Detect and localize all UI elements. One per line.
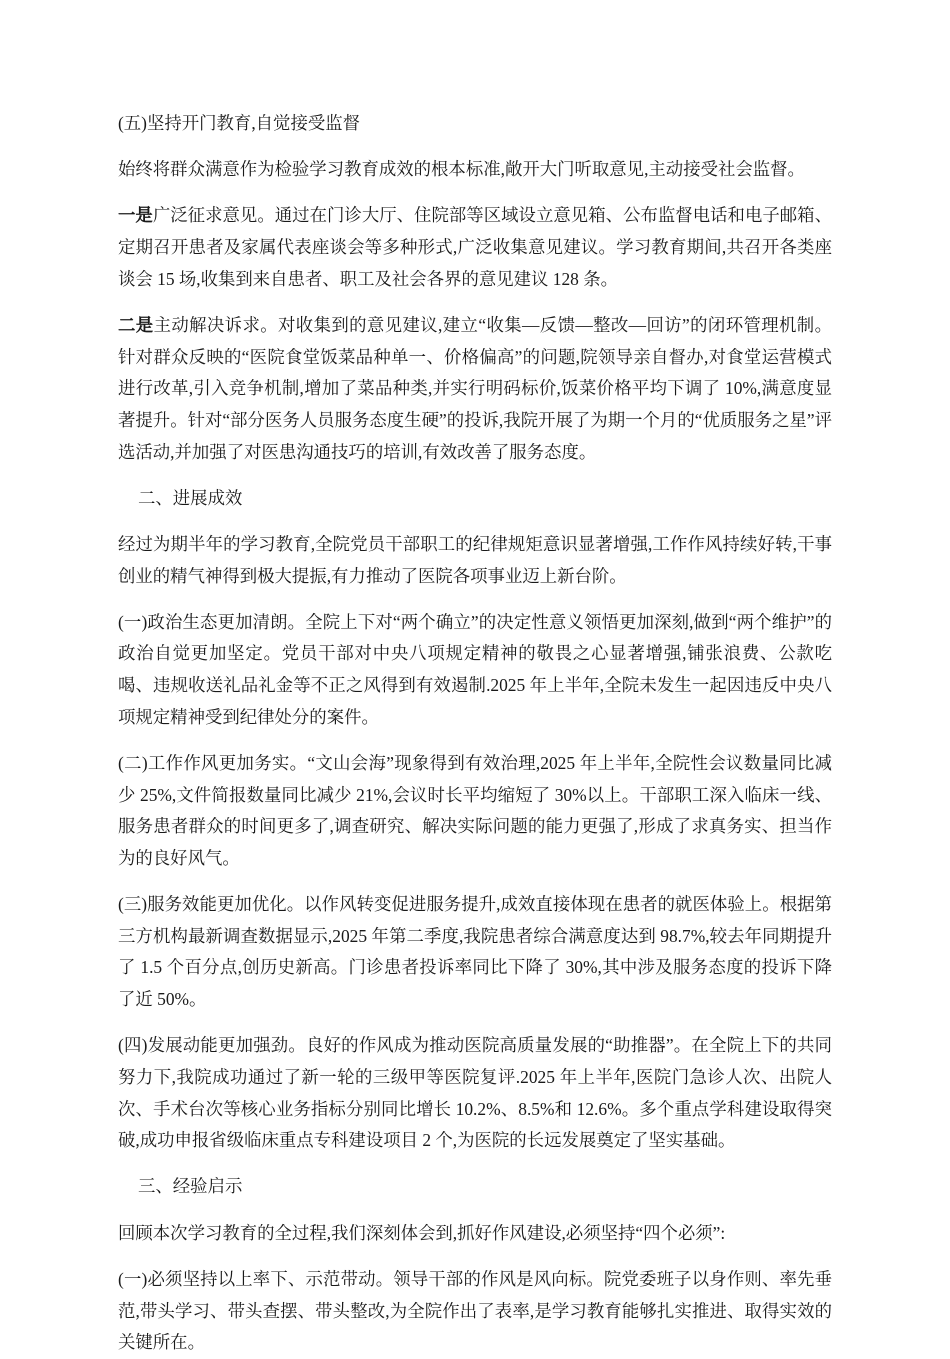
- paragraph-intro: 始终将群众满意作为检验学习教育成效的根本标准,敞开大门听取意见,主动接受社会监督。: [118, 159, 805, 180]
- section-heading-two: 二、进展成效: [138, 487, 243, 508]
- document-body: [118, 108, 832, 1359]
- paragraph-section-heading-5: (五)坚持开门教育,自觉接受监督: [118, 113, 361, 133]
- paragraph-lessons-intro: 回顾本次学习教育的全过程,我们深刻体会到,抓好作风建设,必须坚持“四个必须”:: [118, 1222, 726, 1243]
- paragraph-results-item-2: (二)工作作风更加务实。“文山会海”现象得到有效治理,2025 年上半年,全院性会议数量同比减少 25%,文件简报数量同比减少 21%,会议时长平均缩短了 30%以上。干部职工深入临床一线、服务患者群众的时间更多了,调查研究、解决实际问题的能力更强了,形成了求真务实、担当作为的良好风气。: [118, 752, 832, 868]
- paragraph-point-one-text: 广泛征求意见。通过在门诊大厅、住院部等区域设立意见箱、公布监督电话和电子邮箱、定期召开患者及家属代表座谈会等多种形式,广泛收集意见建议。学习教育期间,共召开各类座谈会 15 场,收集到来自患者、职工及社会各界的意见建议 128 条。: [118, 205, 832, 289]
- paragraph-lessons-item-1: (一)必须坚持以上率下、示范带动。领导干部的作风是风向标。院党委班子以身作则、率先垂范,带头学习、带头查摆、带头整改,为全院作出了表率,是学习教育能够扎实推进、取得实效的关键所在。: [118, 1268, 832, 1353]
- paragraph-results-item-3: (三)服务效能更加优化。以作风转变促进服务提升,成效直接体现在患者的就医体验上。根据第三方机构最新调查数据显示,2025 年第二季度,我院患者综合满意度达到 98.7%,较去年同期提升了 1.5 个百分点,创历史新高。门诊患者投诉率同比下降了 30%,其中涉及服务态度的投诉下降了近 50%。: [118, 894, 832, 1010]
- paragraph-results-item-4: (四)发展动能更加强劲。良好的作风成为推动医院高质量发展的“助推器”。在全院上下的共同努力下,我院成功通过了新一轮的三级甲等医院复评.2025 年上半年,医院门急诊人次、出院人次、手术台次等核心业务指标分别同比增长 10.2%、8.5%和 12.6%。多个重点学科建设取得突破,成功申报省级临床重点专科建设项目 2 个,为医院的长远发展奠定了坚实基础。: [118, 1035, 832, 1151]
- paragraph-results-item-1: (一)政治生态更加清朗。全院上下对“两个确立”的决定性意义领悟更加深刻,做到“两个维护”的政治自觉更加坚定。党员干部对中央八项规定精神的敬畏之心显著增强,铺张浪费、公款吃喝、违规收送礼品礼金等不正之风得到有效遏制.2025 年上半年,全院未发生一起因违反中央八项规定精神受到纪律处分的案件。: [118, 611, 832, 727]
- paragraph-results-intro: 经过为期半年的学习教育,全院党员干部职工的纪律规矩意识显著增强,工作作风持续好转,干事创业的精气神得到极大提振,有力推动了医院各项事业迈上新台阶。: [118, 533, 832, 586]
- paragraph-point-two-lead: 二是: [118, 314, 154, 335]
- paragraph-point-two-text: 主动解决诉求。对收集到的意见建议,建立“收集—反馈—整改—回访”的闭环管理机制。针对群众反映的“医院食堂饭菜品种单一、价格偏高”的问题,院领导亲自督办,对食堂运营模式进行改革,引入竞争机制,增加了菜品种类,并实行明码标价,饭菜价格平均下调了 10%,满意度显著提升。针对“部分医务人员服务态度生硬”的投诉,我院开展了为期一个月的“优质服务之星”评选活动,并加强了对医患沟通技巧的培训,有效改善了服务态度。: [118, 314, 832, 462]
- section-heading-three: 三、经验启示: [138, 1176, 243, 1197]
- paragraph-point-one-lead: 一是: [118, 205, 153, 226]
- paragraph-point-two: [118, 310, 832, 468]
- paragraph-point-one: [118, 200, 832, 295]
